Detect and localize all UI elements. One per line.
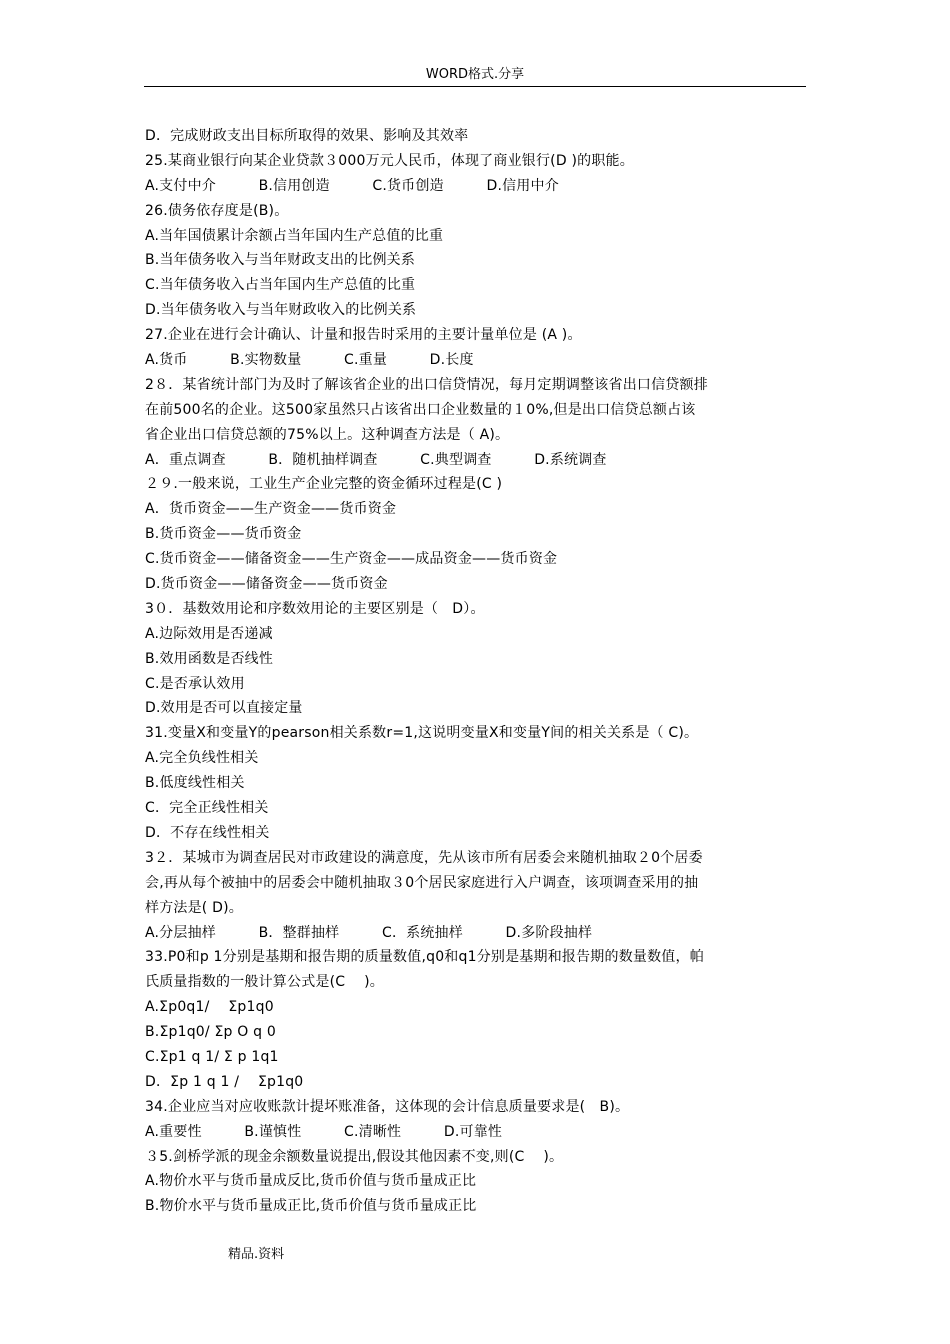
question-25: 25.某商业银行向某企业贷款３000万元人民币，体现了商业银行(D )的职能。 xyxy=(145,152,634,169)
question-31: 31.变量X和变量Y的pearson相关系数r=1,这说明变量X和变量Y间的相关关系是（ C)。 xyxy=(145,725,699,742)
question-27: 27.企业在进行会计确认、计量和报告时采用的主要计量单位是 (A )。 xyxy=(145,327,582,344)
question-30: 3０．基数效用论和序数效用论的主要区别是（ D）。 xyxy=(145,600,485,617)
option-line: C.当年债务收入占当年国内生产总值的比重 xyxy=(145,277,416,294)
option-line: B.效用函数是否线性 xyxy=(145,650,274,667)
question-32: 3２．某城市为调查居民对市政建设的满意度，先从该市所有居委会来随机抽取２0个居委 xyxy=(145,849,703,866)
option-line: B.低度线性相关 xyxy=(145,775,245,792)
option-line: C．完全正线性相关 xyxy=(145,800,269,817)
options-34: A.重要性 B.谨慎性 C.清晰性 D.可靠性 xyxy=(145,1123,503,1140)
option-line: C.Σp1 q 1/ Σ p 1q1 xyxy=(145,1048,279,1065)
option-line: D.货币资金——储备资金——货币资金 xyxy=(145,576,388,593)
text-line: D．完成财政支出目标所取得的效果、影响及其效率 xyxy=(145,128,469,144)
question-35: ３5.剑桥学派的现金余额数量说提出,假设其他因素不变,则(C )。 xyxy=(145,1148,564,1165)
option-line: B.货币资金——货币资金 xyxy=(145,526,302,543)
option-line: B.Σp1q0/ Σp O q 0 xyxy=(145,1024,276,1041)
question-33: 33.P0和p 1分别是基期和报告期的质量数值,q0和q1分别是基期和报告期的数量数值，帕 xyxy=(145,949,704,966)
question-33-cont: 氏质量指数的一般计算公式是(C )。 xyxy=(145,974,384,991)
option-line: D．Σp 1 q 1 / Σp1q0 xyxy=(145,1073,304,1090)
option-line: D．不存在线性相关 xyxy=(145,824,270,841)
option-line: C.货币资金——储备资金——生产资金——成品资金——货币资金 xyxy=(145,551,558,568)
page-header: WORD格式.分享 xyxy=(425,67,525,82)
option-line: A.边际效用是否递减 xyxy=(145,625,273,642)
question-32-cont: 会,再从每个被抽中的居委会中随机抽取３0个居民家庭进行入户调查，该项调查采用的抽 xyxy=(145,874,699,891)
question-28-cont: 在前500名的企业。这500家虽然只占该省出口企业数量的１0%,但是出口信贷总额占该 xyxy=(145,401,696,418)
options-25: A.支付中介 B.信用创造 C.货币创造 D.信用中介 xyxy=(145,177,559,194)
options-32: A.分层抽样 B．整群抽样 C．系统抽样 D.多阶段抽样 xyxy=(145,924,593,941)
option-line: A.完全负线性相关 xyxy=(145,750,259,767)
question-29: ２９.一般来说，工业生产企业完整的资金循环过程是(C ) xyxy=(145,476,503,493)
option-line: D.效用是否可以直接定量 xyxy=(145,700,303,717)
option-line: A.Σp0q1/ Σp1q0 xyxy=(145,999,274,1016)
option-line: D.当年债务收入与当年财政收入的比例关系 xyxy=(145,302,417,319)
question-content xyxy=(145,124,815,1219)
option-line: B.当年债务收入与当年财政支出的比例关系 xyxy=(145,252,416,269)
options-27: A.货币 B.实物数量 C.重量 D.长度 xyxy=(145,352,474,369)
question-28-cont: 省企业出口信贷总额的75%以上。这种调查方法是（ A)。 xyxy=(145,426,510,443)
question-26: 26.债务依存度是(B)。 xyxy=(145,202,289,219)
option-line: A.物价水平与货币量成反比,货币价值与货币量成正比 xyxy=(145,1173,477,1190)
options-28: A．重点调查 B．随机抽样调查 C.典型调查 D.系统调查 xyxy=(145,451,607,468)
option-line: C.是否承认效用 xyxy=(145,675,245,692)
option-line: A．货币资金——生产资金——货币资金 xyxy=(145,501,397,518)
page-footer: 精品.资料 xyxy=(228,1247,285,1262)
header-divider xyxy=(144,86,806,87)
question-32-cont: 样方法是( D)。 xyxy=(145,899,243,916)
option-line: A.当年国债累计余额占当年国内生产总值的比重 xyxy=(145,227,444,244)
question-28: 2８．某省统计部门为及时了解该省企业的出口信贷情况，每月定期调整该省出口信贷额排 xyxy=(145,376,708,393)
option-line: B.物价水平与货币量成正比,货币价值与货币量成正比 xyxy=(145,1198,477,1215)
question-34: 34.企业应当对应收账款计提坏账准备，这体现的会计信息质量要求是( B)。 xyxy=(145,1098,630,1115)
